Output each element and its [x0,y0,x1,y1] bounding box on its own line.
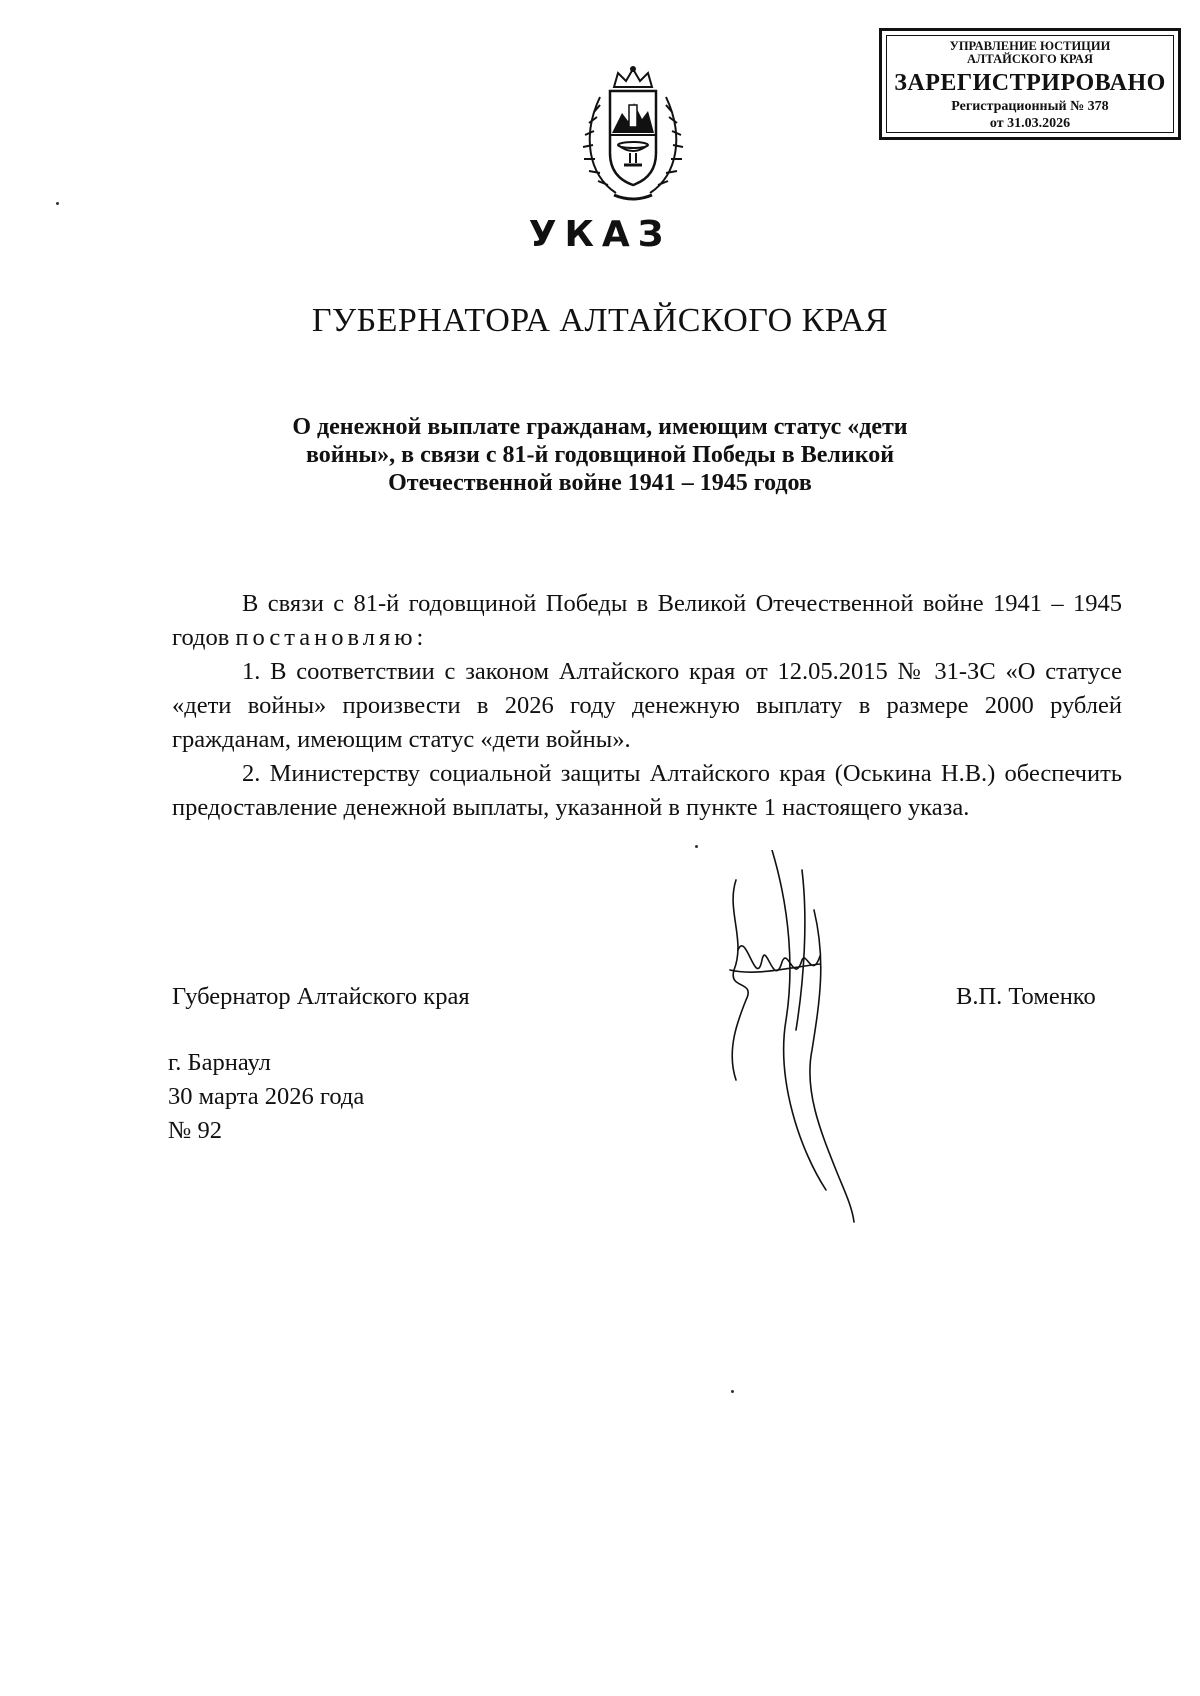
item-1-paragraph: 1. В соответствии с законом Алтайского края от 12.05.2015 № 31-ЗС «О статусе «дети войны» произвести в 2026 году денежную выплату в размере 2000 рублей гражданам, имеющим статус «дети войны». [172,658,1122,753]
preamble-decree-word: постановляю: [235,624,428,651]
document-date: 30 марта 2026 года [168,1083,365,1110]
document-issuer: ГУБЕРНАТОРА АЛТАЙСКОГО КРАЯ [311,302,889,339]
document-heading [230,413,970,497]
stamp-status: ЗАРЕГИСТРИРОВАНО [894,70,1166,96]
item-2-paragraph: 2. Министерству социальной защиты Алтайского края (Оськина Н.В.) обеспечить предоставление денежной выплаты, указанной в пункте 1 настоящего указа. [172,760,1122,821]
preamble-paragraph [172,587,1122,655]
document-type: УКАЗ [528,214,672,255]
scan-speck [695,845,698,848]
stamp-registration-date: от 31.03.2026 [989,116,1071,131]
stamp-inner-border [886,35,1174,133]
heading-line-3: Отечественной войне 1941 – 1945 годов [388,470,812,496]
preamble-text: В связи с 81-й годовщиной Победы в Великой Отечественной войне 1941 – 1945 годов [172,590,1122,651]
scan-speck [731,1390,734,1393]
heading-line-2: войны», в связи с 81-й годовщиной Победы в Великой [305,442,895,468]
document-body [172,587,1122,825]
scan-speck [56,202,59,205]
document-city: г. Барнаул [168,1049,271,1076]
stamp-organization-line2: АЛТАЙСКОГО КРАЯ [967,52,1093,66]
document-number: № 92 [168,1117,223,1144]
handwritten-signature [716,850,906,1230]
stamp-registration-number: Регистрационный № 378 [951,99,1109,114]
registration-stamp [879,28,1181,140]
stamp-organization-line1: УПРАВЛЕНИЕ ЮСТИЦИИ [949,39,1111,53]
altai-krai-coat-of-arms-icon [578,65,688,205]
heading-line-1: О денежной выплате гражданам, имеющим статус «дети [292,414,908,440]
stamp-organization [887,40,1173,66]
signatory-position: Губернатор Алтайского края [172,983,470,1010]
signatory-name: В.П. Томенко [956,983,1096,1010]
document-footer [168,1046,364,1148]
